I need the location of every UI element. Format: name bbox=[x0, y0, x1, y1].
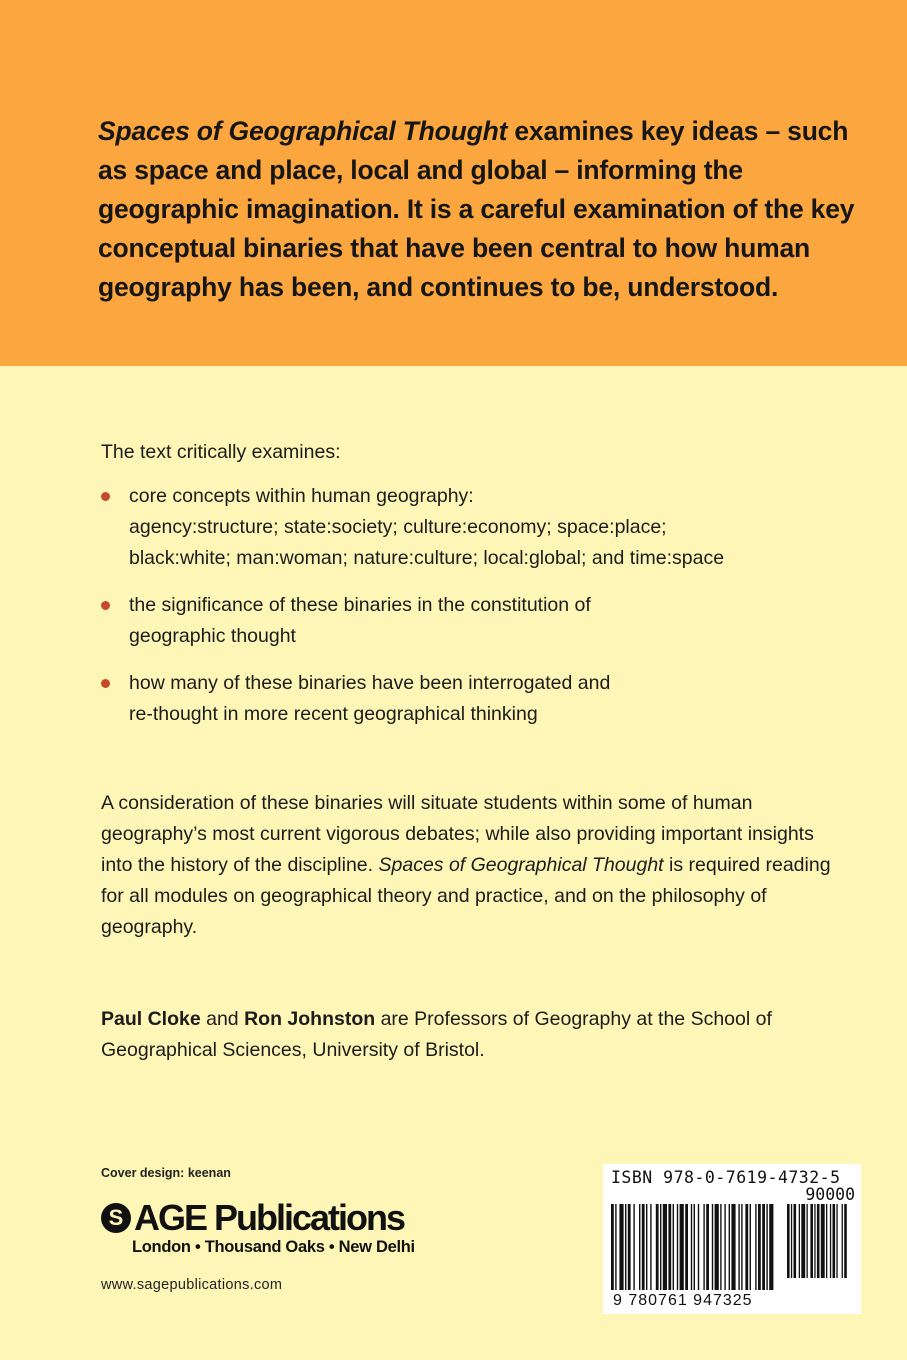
bullet-1-line-1: core concepts within human geography: bbox=[129, 485, 474, 507]
price-code: 90000 bbox=[805, 1185, 855, 1204]
barcode-bar bbox=[750, 1204, 751, 1290]
barcode-bar bbox=[668, 1204, 671, 1290]
barcode-bar bbox=[762, 1204, 765, 1290]
barcode-bar bbox=[694, 1204, 695, 1290]
publisher-logo bbox=[101, 1198, 461, 1257]
para2-after: is required reading for all modules on geographical theory and practice, and on the philosophy of geography. bbox=[101, 854, 831, 938]
barcode-bar bbox=[817, 1204, 820, 1278]
barcode-bar bbox=[738, 1204, 739, 1290]
bullet-3-line-2: re-thought in more recent geographical thinking bbox=[129, 703, 538, 725]
barcode-bar bbox=[663, 1204, 667, 1290]
authors-and: and bbox=[200, 1008, 245, 1030]
authors-rest: are Professors of Geography at the School of Geographical Sciences, University of Bristol. bbox=[101, 1008, 772, 1061]
list-item bbox=[101, 668, 841, 730]
bullet-icon bbox=[101, 679, 110, 688]
barcode-bar bbox=[836, 1204, 837, 1278]
barcode-bar bbox=[766, 1204, 767, 1290]
para2-title: Spaces of Geographical Thought bbox=[378, 854, 664, 876]
bullet-2-line-2: geographic thought bbox=[129, 625, 296, 647]
isbn-number: ISBN 978-0-7619-4732-5 bbox=[611, 1168, 841, 1187]
barcode-bar bbox=[619, 1204, 623, 1290]
barcode-bar bbox=[691, 1204, 692, 1290]
barcode-bar bbox=[656, 1204, 659, 1290]
barcode-bar bbox=[755, 1204, 756, 1290]
barcode-bar bbox=[731, 1204, 735, 1290]
barcode-bar bbox=[703, 1204, 704, 1290]
barcode-bar bbox=[615, 1204, 616, 1290]
barcode-bar bbox=[660, 1204, 661, 1290]
barcode-bar bbox=[787, 1204, 790, 1278]
intro-line: The text critically examines: bbox=[101, 441, 341, 463]
barcode-bar bbox=[715, 1204, 719, 1290]
barcode-bar bbox=[677, 1204, 678, 1290]
barcode-bar bbox=[741, 1204, 742, 1290]
barcode-bar bbox=[685, 1204, 688, 1290]
consideration-paragraph bbox=[101, 788, 841, 943]
barcode-bar bbox=[729, 1204, 730, 1290]
cover-credit: Cover design: keenan bbox=[101, 1166, 231, 1180]
barcode-bar bbox=[745, 1204, 748, 1290]
sage-logo-icon: S bbox=[101, 1203, 131, 1233]
barcode-bar bbox=[801, 1204, 805, 1278]
barcode-bar bbox=[791, 1204, 792, 1278]
barcode-bar bbox=[639, 1204, 640, 1290]
author-2: Ron Johnston bbox=[244, 1008, 376, 1030]
barcode-bar bbox=[646, 1204, 647, 1290]
barcode-bar bbox=[698, 1204, 699, 1290]
barcode-bar bbox=[628, 1204, 631, 1290]
list-item bbox=[101, 481, 841, 574]
barcode-bar bbox=[830, 1204, 831, 1278]
barcode-bar bbox=[807, 1204, 808, 1278]
barcode-bar bbox=[833, 1204, 836, 1278]
list-item bbox=[101, 590, 841, 652]
barcode-bar bbox=[799, 1204, 800, 1278]
barcode-bar bbox=[642, 1204, 645, 1290]
barcode-bar bbox=[842, 1204, 843, 1278]
barcode-bar bbox=[769, 1204, 773, 1290]
barcode-bar bbox=[794, 1204, 797, 1278]
barcode-bar bbox=[826, 1204, 827, 1278]
barcode-bar bbox=[706, 1204, 709, 1290]
barcode-bar bbox=[724, 1204, 725, 1290]
blurb-text: examines key ideas – such as space and place, local and global – informing the geographic imagination. It is a careful examination of the key conceptual binaries that have been central to how human geography has been, and continues to be, understood. bbox=[98, 116, 855, 302]
para2-before: A consideration of these binaries will situate students within some of human geography’s most current vigorous debates; while also providing important insights into the history of the discipline. bbox=[101, 792, 814, 876]
barcode-bar bbox=[633, 1204, 634, 1290]
publisher-name: AGE Publications bbox=[134, 1197, 405, 1238]
barcode-digits: 9 780761 947325 bbox=[613, 1292, 753, 1309]
barcode-bar bbox=[611, 1204, 614, 1290]
barcode-bar bbox=[821, 1204, 825, 1278]
barcode-bar bbox=[712, 1204, 713, 1290]
bullet-1-line-3: black:white; man:woman; nature:culture; local:global; and time:space bbox=[129, 547, 725, 569]
barcode-bar bbox=[720, 1204, 721, 1290]
author-1: Paul Cloke bbox=[101, 1008, 201, 1030]
barcode-icon bbox=[609, 1204, 855, 1290]
barcode-bar bbox=[844, 1204, 847, 1278]
isbn-barcode bbox=[603, 1164, 861, 1314]
bullet-icon bbox=[101, 601, 110, 610]
publisher-cities: London • Thousand Oaks • New Delhi bbox=[132, 1238, 415, 1256]
bullet-1-line-2: agency:structure; state:society; culture:economy; space:place; bbox=[129, 516, 667, 538]
barcode-bar bbox=[673, 1204, 674, 1290]
blurb bbox=[98, 112, 858, 307]
barcode-bar bbox=[625, 1204, 626, 1290]
barcode-bar bbox=[810, 1204, 813, 1278]
bullet-3-line-1: how many of these binaries have been interrogated and bbox=[129, 672, 611, 694]
bullet-list bbox=[101, 481, 841, 746]
barcode-bar bbox=[680, 1204, 684, 1290]
authors-paragraph bbox=[101, 1004, 841, 1066]
publisher-website: www.sagepublications.com bbox=[101, 1277, 283, 1293]
bullet-2-line-1: the significance of these binaries in the constitution of bbox=[129, 594, 591, 616]
barcode-bar bbox=[650, 1204, 651, 1290]
blurb-title: Spaces of Geographical Thought bbox=[98, 116, 508, 146]
barcode-bar bbox=[758, 1204, 761, 1290]
barcode-bar bbox=[814, 1204, 815, 1278]
bullet-icon bbox=[101, 492, 110, 501]
